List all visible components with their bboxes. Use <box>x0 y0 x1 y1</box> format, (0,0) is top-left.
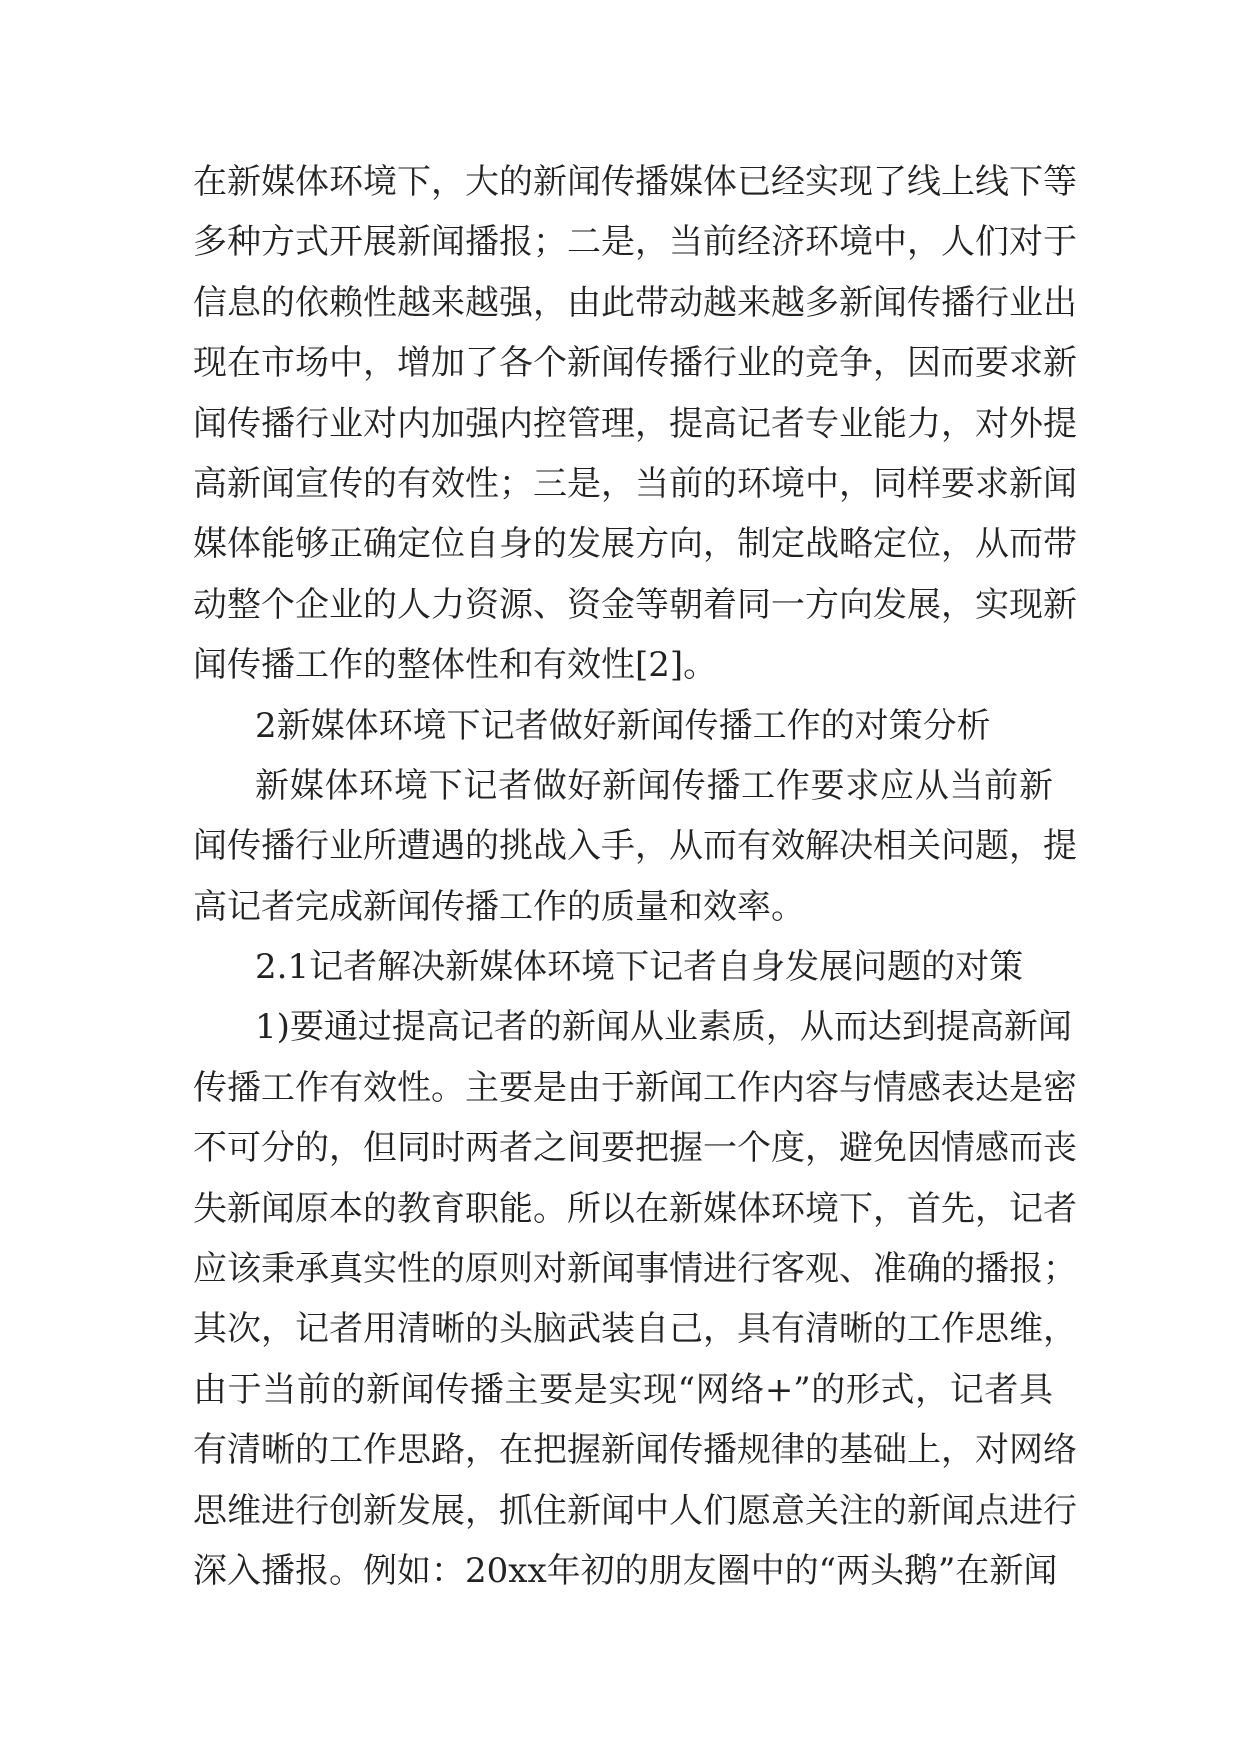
text-line: 闻传播工作的整体性和有效性[2]。 <box>193 645 718 686</box>
text-line: 传播工作有效性。主要是由于新闻工作内容与情感表达是密 <box>193 1067 1077 1108</box>
text-line: 信息的依赖性越来越强，由此带动越来越多新闻传播行业出 <box>193 282 1077 323</box>
text-line: 失新闻原本的教育职能。所以在新媒体环境下，首先，记者 <box>193 1188 1077 1229</box>
text-line: 不可分的，但同时两者之间要把握一个度，避免因情感而丧 <box>193 1128 1077 1169</box>
text-line: 动整个企业的人力资源、资金等朝着同一方向发展，实现新 <box>193 584 1077 625</box>
text-line: 高新闻宣传的有效性；三是，当前的环境中，同样要求新闻 <box>193 463 1077 504</box>
text-line: 由于当前的新闻传播主要是实现“网络+”的形式，记者具 <box>193 1369 1053 1410</box>
text-line: 深入播报。例如：20xx年初的朋友圈中的“两头鹅”在新闻 <box>193 1550 1058 1591</box>
text-line: 闻传播行业所遭遇的挑战入手，从而有效解决相关问题，提 <box>193 826 1077 867</box>
text-line: 思维进行创新发展，抓住新闻中人们愿意关注的新闻点进行 <box>193 1490 1077 1531</box>
subsection-heading: 2.1记者解决新媒体环境下记者自身发展问题的对策 <box>255 947 1024 988</box>
text-line: 现在市场中，增加了各个新闻传播行业的竞争，因而要求新 <box>193 343 1077 384</box>
text-line: 高记者完成新闻传播工作的质量和效率。 <box>193 886 805 927</box>
body-text <box>193 152 1077 1601</box>
text-line: 其次，记者用清晰的头脑武装自己，具有清晰的工作思维， <box>193 1309 1077 1350</box>
text-line: 多种方式开展新闻播报；二是，当前经济环境中，人们对于 <box>193 222 1077 263</box>
text-line: 在新媒体环境下，大的新闻传播媒体已经实现了线上线下等 <box>193 162 1077 202</box>
paragraph-first-line: 新媒体环境下记者做好新闻传播工作要求应从当前新 <box>255 765 1053 806</box>
text-line: 有清晰的工作思路，在把握新闻传播规律的基础上，对网络 <box>193 1430 1077 1471</box>
section-heading: 2新媒体环境下记者做好新闻传播工作的对策分析 <box>255 705 991 746</box>
text-line: 应该秉承真实性的原则对新闻事情进行客观、准确的播报； <box>193 1249 1077 1290</box>
text-line: 媒体能够正确定位自身的发展方向，制定战略定位，从而带 <box>193 524 1077 565</box>
paragraph-first-line: 1)要通过提高记者的新闻从业素质，从而达到提高新闻 <box>255 1007 1072 1048</box>
text-line: 闻传播行业对内加强内控管理，提高记者专业能力，对外提 <box>193 403 1077 444</box>
